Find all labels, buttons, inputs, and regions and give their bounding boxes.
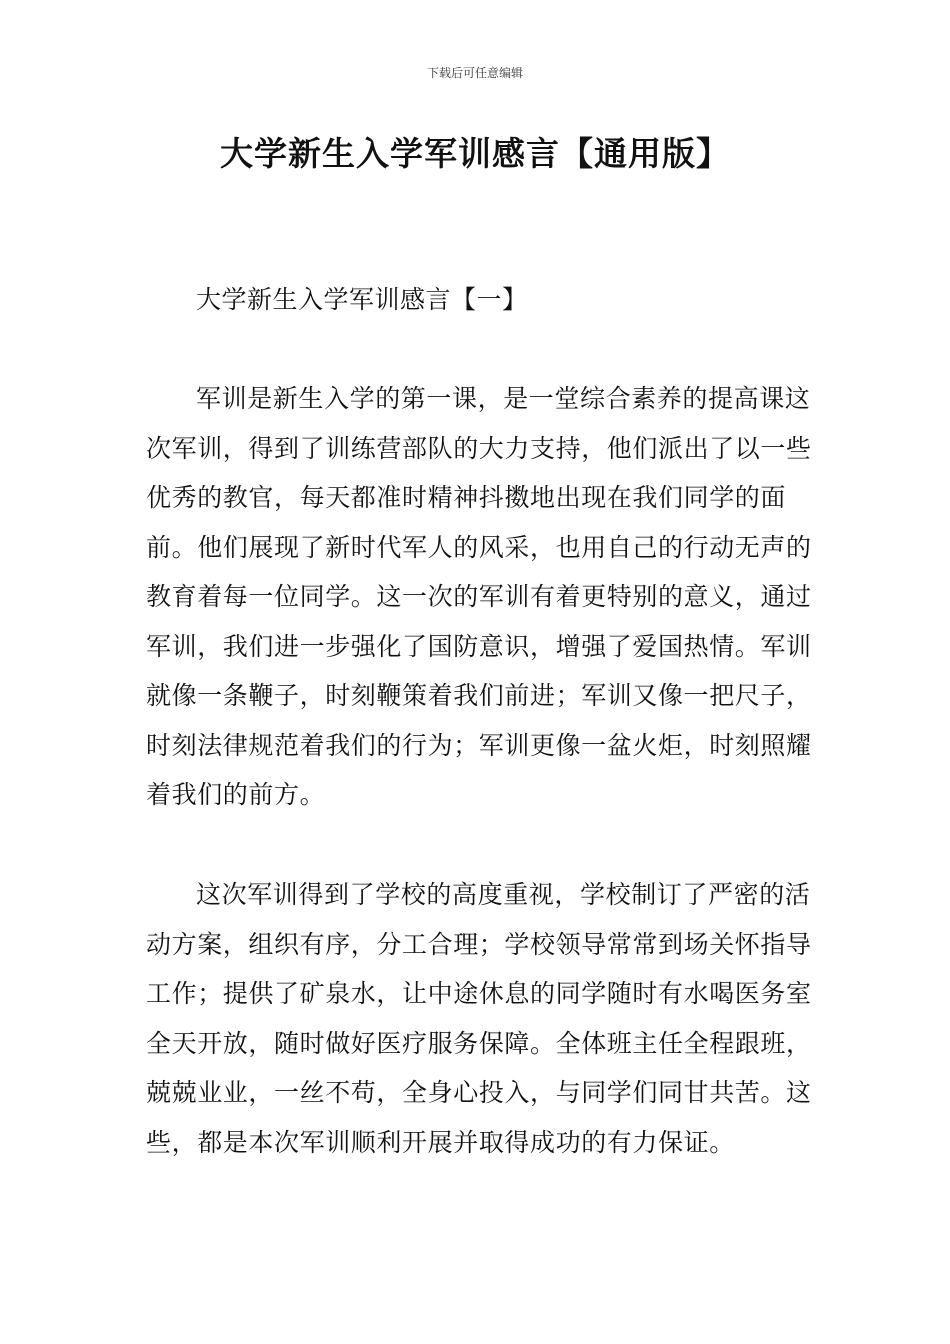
body-paragraph: 这次军训得到了学校的高度重视，学校制订了严密的活动方案，组织有序，分工合理；学校领导常常到场关怀指导工作；提供了矿泉水，让中途休息的同学随时有水喝医务室全天开放，随时做好医疗服务保障。全体班主任全程跟班，兢兢业业，一丝不苟，全身心投入，与同学们同甘共苦。这些，都是本次军训顺利开展并取得成功的有力保证。 [146,880,812,1157]
header-note: 下载后可任意编辑 [426,66,523,80]
section-heading: 大学新生入学军训感言【一】 [196,285,528,314]
document-title: 大学新生入学军训感言【通用版】 [220,134,730,173]
body-paragraph: 军训是新生入学的第一课，是一堂综合素养的提高课这次军训，得到了训练营部队的大力支持，他们派出了以一些优秀的教官，每天都准时精神抖擞地出现在我们同学的面前。他们展现了新时代军人的风采，也用自己的行动无声的教育着每一位同学。这一次的军训有着更特别的意义，通过军训，我们进一步强化了国防意识，增强了爱国热情。军训就像一条鞭子，时刻鞭策着我们前进；军训又像一把尺子，时刻法律规范着我们的行为；军训更像一盆火炬，时刻照耀着我们的前方。 [146,384,812,809]
